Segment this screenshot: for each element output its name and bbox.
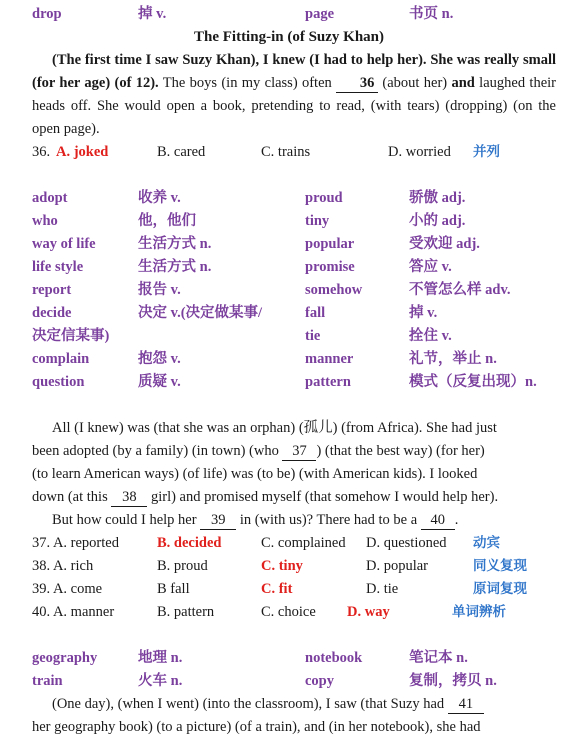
vocab-row-top [0,3,578,25]
vocab-en: promise [305,259,355,275]
vocab-row [0,647,578,669]
vocab-row [0,371,578,393]
question-note: 原词复现 [473,581,527,597]
vocab-zh: 收养 v. [138,190,181,206]
para-line [52,693,558,715]
vocab-en: complain [32,351,90,367]
vocab-zh: 生活方式 n. [138,259,212,275]
question-note: 动宾 [473,535,500,551]
option-b: B. proud [157,558,208,574]
option-b: B. cared [157,144,206,160]
vocab-en: 决定信某事) [32,328,110,344]
vocab-row [0,187,578,209]
vocab-zh: 不管怎么样 adv. [409,282,511,298]
vocab-row [0,302,578,324]
vocab-en: tiny [305,213,330,229]
option-c: C. trains [261,144,311,160]
blank-36: 36 [336,74,378,93]
vocab-zh: 决定 v.(决定做某事/ [138,305,263,321]
vocab-zh: 受欢迎 adj. [409,236,480,252]
question-note: 单词辨析 [452,604,506,620]
vocab-en: manner [305,351,354,367]
option-d: D. way [347,604,390,620]
para-line [32,486,558,508]
para-text: . [454,512,459,528]
vocab-en: somehow [305,282,363,298]
vocab-en: decide [32,305,72,321]
option-a: 38. A. rich [32,558,94,574]
vocab-zh: 拴住 v. [409,328,452,344]
option-c: C. fit [261,581,293,597]
option-c: C. complained [261,535,346,551]
para-text: ) (that the best way) (for her) [316,443,485,459]
question-row [0,578,578,600]
vocab-zh: 抱怨 v. [138,351,181,367]
vocab-zh: 模式（反复出现）n. [409,374,537,390]
option-a: 37. A. reported [32,535,119,551]
vocab-row [0,279,578,301]
para-bold-text: (The first time I saw Suzy Khan), I knew (I had to help her). She was really small (for her age) (of 12). [32,52,556,91]
vocab-en: page [305,6,334,22]
vocab-en: question [32,374,85,390]
vocab-zh: 笔记本 n. [409,650,468,666]
blank-40: 40 [421,511,455,530]
para-text: laughed their heads off. She would open a book, pretending to read, (with tears) (dropping) (on the open page). [32,75,556,137]
vocab-zh: 报告 v. [138,282,181,298]
blank-37: 37 [282,442,316,461]
vocab-zh: 答应 v. [409,259,452,275]
vocab-en: report [32,282,72,298]
vocab-zh: 复制，拷贝 n. [409,673,497,689]
vocab-zh: 礼节，举止 n. [409,351,497,367]
blank-41: 41 [448,695,484,714]
vocab-row [0,670,578,692]
vocab-zh: 书页 n. [409,6,454,22]
vocab-en: drop [32,6,62,22]
question-note: 并列 [473,144,500,160]
option-d: D. worried [388,144,451,160]
para-line: (to learn American ways) (of life) was (to be) (with American kids). I looked [32,466,478,482]
vocab-zh: 骄傲 adj. [409,190,466,206]
para-line [52,509,558,531]
para-text: been adopted (by a family) (in town) (who [32,443,283,459]
para-text: down (at this [32,489,112,505]
vocab-zh: 生活方式 n. [138,236,212,252]
option-d: D. popular [366,558,429,574]
vocab-row [0,256,578,278]
vocab-en: proud [305,190,343,206]
vocab-zh: 他，他们 [138,213,196,229]
para-line: her geography book) (to a picture) (of a train), and (in her notebook), she had [32,719,481,735]
question-row [0,555,578,577]
option-b: B fall [157,581,190,597]
para-text: The boys (in my class) often [158,75,337,91]
vocab-row [0,210,578,232]
para-text: in (with us)? There had to be a [236,512,421,528]
question-row [0,532,578,554]
option-c: C. choice [261,604,316,620]
paragraph-1 [32,49,556,141]
para-line: All (I knew) was (that she was an orphan) (孤儿) (from Africa). She had just [52,420,497,436]
vocab-zh: 掉 v. [138,6,167,22]
para-text: (One day), (when I went) (into the classroom), I saw (that Suzy had [52,696,448,712]
option-d: D. questioned [366,535,447,551]
vocab-zh: 小的 adj. [409,213,466,229]
vocab-en: way of life [32,236,96,252]
option-b: B. decided [157,535,222,551]
vocab-row [0,233,578,255]
vocab-row [0,325,578,347]
question-row [0,601,578,623]
vocab-zh: 火车 n. [138,673,183,689]
vocab-en: who [32,213,58,229]
vocab-en: geography [32,650,98,666]
para-and: and [451,75,475,91]
question-number: 36. [32,144,51,160]
vocab-en: train [32,673,63,689]
blank-38: 38 [111,488,147,507]
vocab-row [0,348,578,370]
vocab-en: adopt [32,190,68,206]
page-title: The Fitting-in (of Suzy Khan) [193,29,385,45]
para-text: (about her) [378,75,452,91]
vocab-zh: 掉 v. [409,305,438,321]
vocab-en: notebook [305,650,363,666]
vocab-zh: 质疑 v. [138,374,181,390]
option-b: B. pattern [157,604,215,620]
vocab-zh: 地理 n. [138,650,183,666]
question-36 [0,141,578,163]
vocab-en: tie [305,328,321,344]
para-text: girl) and promised myself (that somehow I would help her). [147,489,499,505]
para-line [32,440,558,462]
vocab-en: copy [305,673,334,689]
vocab-en: pattern [305,374,351,390]
option-d: D. tie [366,581,399,597]
blank-39: 39 [200,511,236,530]
vocab-en: fall [305,305,326,321]
option-c: C. tiny [261,558,303,574]
option-a: 39. A. come [32,581,103,597]
option-a: 40. A. manner [32,604,115,620]
question-note: 同义复现 [473,558,527,574]
vocab-en: popular [305,236,355,252]
vocab-en: life style [32,259,84,275]
option-a: A. joked [56,144,109,160]
para-text: But how could I help her [52,512,201,528]
